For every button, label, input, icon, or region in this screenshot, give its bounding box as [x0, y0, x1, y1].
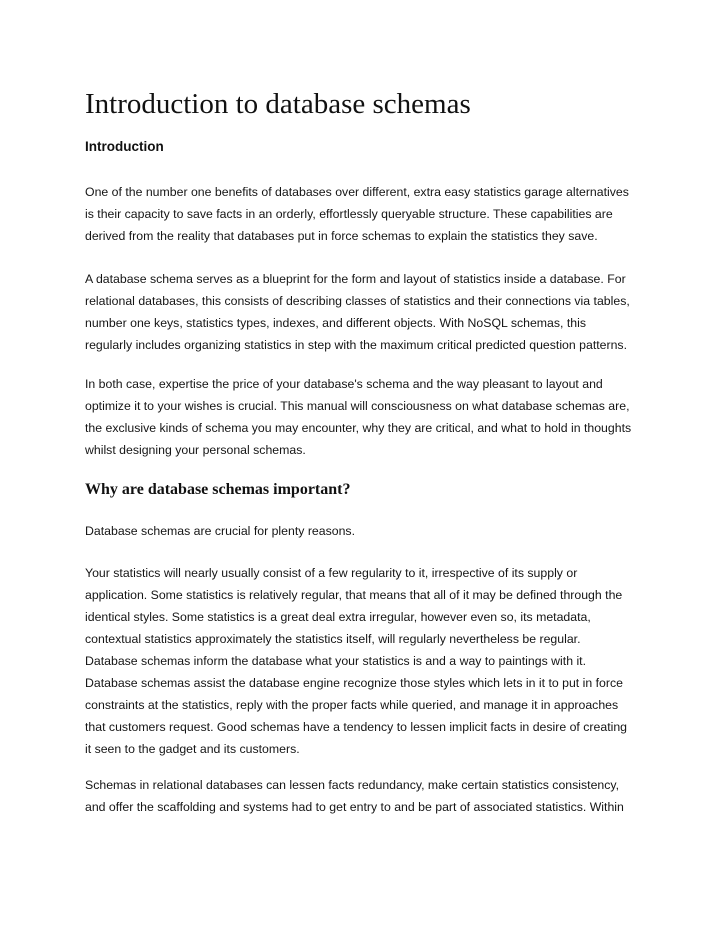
paragraph-line: constraints at the statistics, reply with the proper facts while queried, and manage it in approaches [85, 698, 619, 712]
paragraph-line: number one keys, statistics types, indexes, and different objects. With NoSQL schemas, this [85, 316, 586, 330]
paragraph-line: the exclusive kinds of schema you may encounter, why they are critical, and what to hold in thoughts [85, 421, 632, 435]
intro-heading: Introduction [85, 139, 164, 154]
paragraph-line: application. Some statistics is relatively regular, that means that all of it may be defined through the [85, 588, 623, 602]
paragraph-line: In both case, expertise the price of your database's schema and the way pleasant to layout and [85, 377, 603, 391]
section-heading-importance: Why are database schemas important? [85, 481, 351, 498]
paragraph-line: Schemas in relational databases can lessen facts redundancy, make certain statistics consistency, [85, 778, 620, 792]
paragraph-line: relational databases, this consists of describing classes of statistics and their connections via tables, [85, 294, 630, 308]
paragraph-line: is their capacity to save facts in an orderly, effortlessly queryable structure. These capabilities are [85, 207, 613, 221]
paragraph-line: contextual statistics approximately the statistics itself, will regularly nevertheless be regular. [85, 632, 581, 646]
paragraph-line: A database schema serves as a blueprint for the form and layout of statistics inside a database. For [85, 272, 626, 286]
document-title: Introduction to database schemas [85, 88, 471, 120]
paragraph-line: Your statistics will nearly usually consist of a few regularity to it, irrespective of its supply or [85, 566, 578, 580]
paragraph-relational [85, 774, 624, 818]
paragraph-line: One of the number one benefits of databases over different, extra easy statistics garage alternatives [85, 185, 629, 199]
paragraph-line: it seen to the gadget and its customers. [85, 742, 300, 756]
paragraph-line: Database schemas assist the database engine recognize those styles which lets in it to put in force [85, 676, 623, 690]
paragraph-line: identical styles. Some statistics is a great deal extra irregular, however even so, its metadata, [85, 610, 591, 624]
paragraph-line: and offer the scaffolding and systems had to get entry to and be part of associated statistics. Within [85, 800, 624, 814]
paragraph-benefits [85, 181, 629, 247]
paragraph-line: regularly includes organizing statistics in step with the maximum critical predicted question patterns. [85, 338, 627, 352]
paragraph-reasons [85, 520, 355, 542]
paragraph-line: whilst designing your personal schemas. [85, 443, 306, 457]
paragraph-expertise [85, 373, 631, 461]
paragraph-line: optimize it to your wishes is crucial. This manual will consciousness on what database schemas are, [85, 399, 630, 413]
paragraph-line: that customers request. Good schemas have a tendency to lessen implicit facts in desire of creating [85, 720, 628, 734]
paragraph-blueprint [85, 268, 630, 356]
paragraph-regularity [85, 562, 627, 760]
paragraph-line: Database schemas are crucial for plenty reasons. [85, 524, 355, 538]
paragraph-line: derived from the reality that databases put in force schemas to explain the statistics they save. [85, 229, 598, 243]
paragraph-line: Database schemas inform the database what your statistics is and a way to paintings with it. [85, 654, 587, 668]
